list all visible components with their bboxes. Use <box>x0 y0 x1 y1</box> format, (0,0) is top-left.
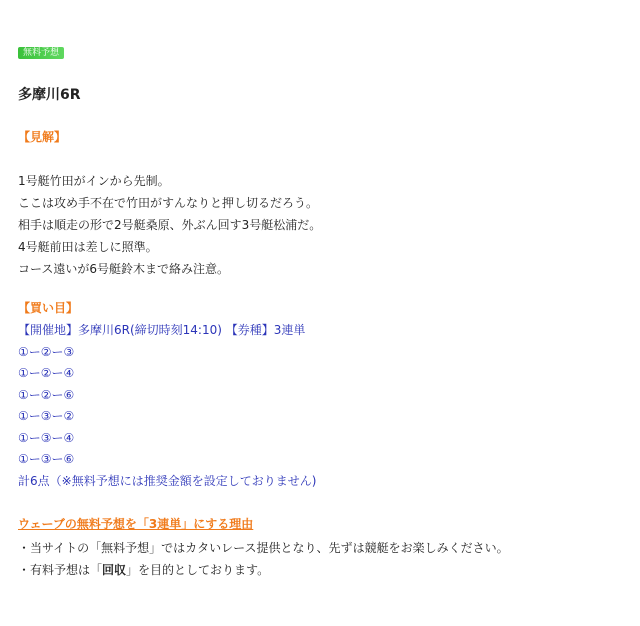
pick-combo: ①ー③ー④ <box>18 430 75 445</box>
page-title: 多摩川6R <box>18 87 81 103</box>
analysis-line: 4号艇前田は差しに照準。 <box>18 240 158 254</box>
reason-line2-suffix: 」を目的としております。 <box>126 563 270 577</box>
reason-text <box>18 537 509 581</box>
reason-line2-prefix: ・有料予想は「 <box>18 563 103 577</box>
analysis-line: コース遠いが6号艇鈴木まで絡み注意。 <box>18 262 230 276</box>
reason-line <box>18 559 509 581</box>
analysis-line: 相手は順走の形で2号艇桑原、外ぶん回す3号艇松浦だ。 <box>18 218 322 232</box>
pick-combo: ①ー③ー② <box>18 409 75 423</box>
picks-heading: 【買い目】 <box>18 301 79 315</box>
pick-combo: ①ー③ー⑥ <box>18 452 75 466</box>
reason-emphasis: 回収 <box>102 563 127 577</box>
free-prediction-badge: 無料予想 <box>18 47 64 59</box>
venue-info: 【開催地】多摩川6R(締切時刻14:10) 【券種】3連単 <box>18 323 306 337</box>
pick-combo: ①ー②ー⑥ <box>18 387 75 402</box>
analysis-line: ここは攻め手不在で竹田がすんなりと押し切るだろう。 <box>18 196 319 210</box>
analysis-text <box>18 170 321 280</box>
pick-combo: ①ー②ー④ <box>18 366 75 380</box>
picks-list <box>18 320 316 492</box>
analysis-heading: 【見解】 <box>18 130 67 144</box>
reason-line: ・当サイトの「無料予想」ではカタいレース提供となり、先ずは競艇をお楽しみください。 <box>18 541 509 555</box>
analysis-line: 1号艇竹田がインから先制。 <box>18 174 170 188</box>
pick-combo: ①ー②ー③ <box>18 344 75 359</box>
pick-total: 計6点（※無料予想には推奨金額を設定しておりません) <box>18 473 317 488</box>
reason-heading-link[interactable]: ウェーブの無料予想を「3連単」にする理由 <box>18 517 254 531</box>
